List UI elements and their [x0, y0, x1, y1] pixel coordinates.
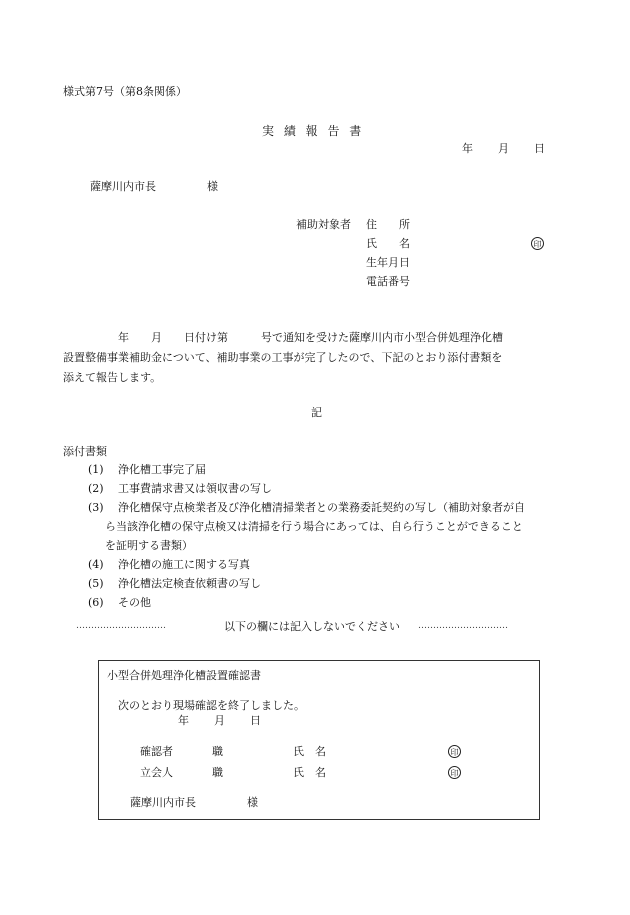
witness-role: 立会人	[140, 766, 173, 779]
form-number: 様式第7号（第8条関係）	[63, 85, 187, 98]
confirmation-date-month: 月	[214, 714, 225, 727]
witness-seal-icon: 印	[448, 766, 461, 779]
attachment-text: 浄化槽保守点検業者及び浄化槽清掃業者との業務委託契約の写し（補助対象者が自	[118, 501, 525, 514]
addressee-honorific: 様	[207, 180, 218, 193]
confirmation-mayor: 薩摩川内市長	[130, 796, 196, 809]
report-body-line: 添えて報告します。	[63, 371, 162, 384]
confirmation-date-year: 年	[178, 714, 189, 727]
witness-post: 職	[212, 766, 223, 779]
applicant-name-label: 氏 名	[366, 237, 410, 250]
confirmer-name: 氏 名	[293, 745, 326, 758]
attachment-num: (4)	[88, 558, 104, 571]
attachment-num: (5)	[88, 577, 104, 590]
confirmer-role: 確認者	[140, 745, 173, 758]
confirmation-statement: 次のとおり現場確認を終了しました。	[118, 699, 305, 712]
applicant-seal-icon: 印	[531, 237, 544, 250]
confirmation-date-day: 日	[250, 714, 261, 727]
attachment-num: (6)	[88, 596, 104, 609]
report-body-line: 年 月 日付け第 号で通知を受けた薩摩川内市小型合併処理浄化槽	[63, 331, 503, 344]
attachment-num: (2)	[88, 482, 104, 495]
attachment-text-continued: ら当該浄化槽の保守点検又は清掃を行う場合にあっては、自ら行うことができること	[105, 520, 523, 533]
attachment-text: 浄化槽工事完了届	[118, 463, 206, 476]
attachment-text: 浄化槽法定検査依頼書の写し	[118, 577, 261, 590]
divider-dots-right: …………………………	[418, 621, 508, 631]
date-month: 月	[498, 142, 509, 155]
confirmer-seal-icon: 印	[448, 745, 461, 758]
attachment-text: その他	[118, 596, 151, 609]
attachment-text: 工事費請求書又は領収書の写し	[118, 482, 272, 495]
date-year: 年	[462, 142, 473, 155]
ki-marker: 記	[311, 406, 322, 419]
confirmer-post: 職	[212, 745, 223, 758]
confirmation-honorific: 様	[247, 796, 258, 809]
divider-dots-left: …………………………	[76, 621, 166, 631]
addressee-mayor: 薩摩川内市長	[90, 180, 156, 193]
attachment-text-continued: を証明する書類）	[105, 539, 193, 552]
applicant-address-label: 住 所	[366, 218, 410, 231]
divider-text: 以下の欄には記入しないでください	[224, 620, 400, 633]
applicant-label: 補助対象者	[296, 218, 351, 231]
confirmation-title: 小型合併処理浄化槽設置確認書	[107, 669, 261, 682]
report-body-line: 設置整備事業補助金について、補助事業の工事が完了したので、下記のとおり添付書類を	[63, 351, 503, 364]
report-body	[63, 328, 557, 388]
applicant-birthdate-label: 生年月日	[366, 256, 410, 269]
attachment-num: (3)	[88, 501, 104, 514]
date-day: 日	[534, 142, 545, 155]
witness-name: 氏 名	[293, 766, 326, 779]
document-title: 実 績 報 告 書	[262, 124, 362, 138]
attachment-text: 浄化槽の施工に関する写真	[118, 558, 250, 571]
attachments-heading: 添付書類	[63, 445, 107, 458]
attachment-num: (1)	[88, 463, 104, 476]
applicant-phone-label: 電話番号	[366, 275, 410, 288]
